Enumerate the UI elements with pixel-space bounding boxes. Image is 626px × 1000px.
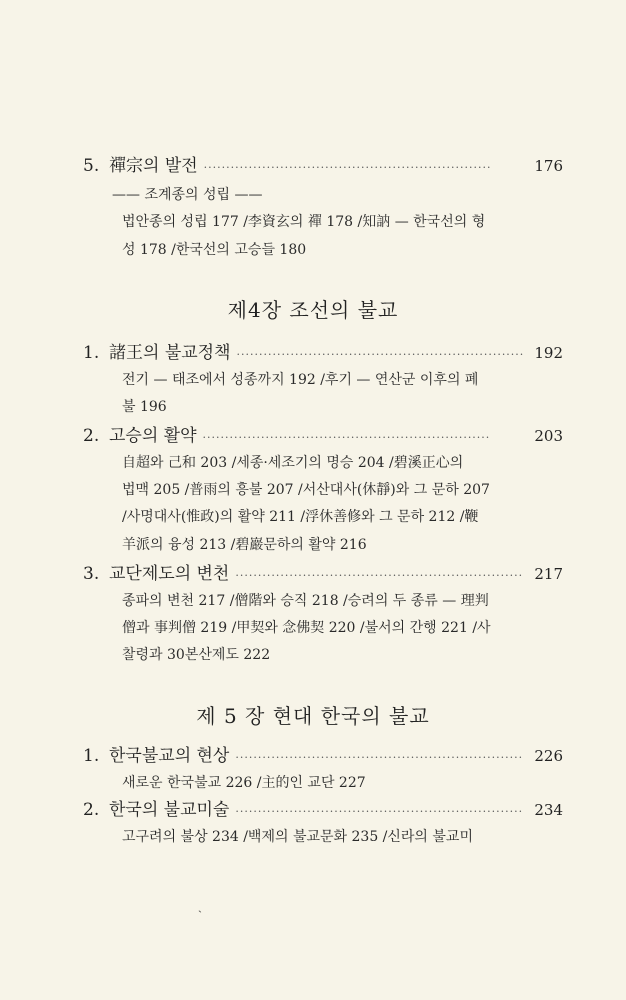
entry-detail-line: 법안종의 성립 177 /李資玄의 禪 178 /知訥 — 한국선의 형	[122, 214, 486, 230]
entry-detail-line: /사명대사(惟政)의 활약 211 /浮休善修와 그 문하 212 /鞭	[122, 509, 479, 525]
leader-dots: ································································	[202, 431, 491, 444]
toc-entry[interactable]	[83, 799, 563, 823]
toc-entry[interactable]	[83, 745, 563, 769]
entry-detail-line: 법맥 205 /普雨의 흥불 207 /서산대사(休靜)와 그 문하 207	[122, 482, 490, 498]
entry-page-number: 203	[534, 427, 563, 445]
entry-detail-line: 自超와 己和 203 /세종·세조기의 명승 204 /碧溪正心의	[122, 455, 464, 471]
entry-detail-line: 찰령과 30본산제도 222	[122, 647, 271, 663]
leader-dots: ································································	[235, 805, 524, 818]
leader-dots: ································································	[235, 569, 524, 582]
toc-entry[interactable]	[83, 563, 563, 587]
entry-number: 1.	[83, 343, 100, 363]
entry-title: 禪宗의 발전	[109, 156, 198, 176]
entry-page-number: 226	[534, 747, 563, 765]
entry-page-number: 192	[534, 344, 563, 362]
entry-title: 한국불교의 현상	[109, 746, 230, 766]
chapter-heading: 제 5 장 현대 한국의 불교	[196, 704, 430, 728]
entry-detail-line: 羊派의 융성 213 /碧巖문하의 활약 216	[122, 537, 367, 553]
stray-print-mark: ˎ	[198, 899, 202, 913]
entry-detail-line: 전기 — 태조에서 성종까지 192 /후기 — 연산군 이후의 폐	[122, 372, 479, 388]
entry-page-number: 217	[534, 565, 563, 583]
entry-number: 5.	[83, 156, 100, 176]
entry-detail-line: 종파의 변천 217 /僧階와 승직 218 /승려의 두 종류 — 理判	[122, 593, 489, 609]
leader-dots: ································································	[236, 348, 525, 361]
entry-number: 2.	[83, 800, 100, 820]
entry-detail-line: 고구려의 불상 234 /백제의 불교문화 235 /신라의 불교미	[122, 829, 473, 845]
entry-title: 교단제도의 변천	[109, 564, 230, 584]
chapter-heading: 제4장 조선의 불교	[227, 298, 399, 322]
entry-subtitle: —— 조계종의 성립 ——	[112, 187, 263, 203]
entry-detail-line: 새로운 한국불교 226 /主的인 교단 227	[122, 775, 366, 791]
entry-page-number: 176	[534, 157, 563, 175]
entry-title: 고승의 활약	[109, 426, 197, 446]
leader-dots: ································································	[235, 751, 524, 764]
entry-title: 한국의 불교미술	[109, 800, 230, 820]
toc-entry[interactable]	[83, 342, 563, 366]
leader-dots: ································································	[203, 161, 492, 174]
toc-entry-zen-development[interactable]	[83, 155, 563, 179]
entry-detail-line: 불 196	[122, 399, 167, 415]
entry-title: 諸王의 불교정책	[109, 343, 231, 363]
entry-detail-line: 성 178 /한국선의 고승들 180	[122, 242, 307, 258]
toc-entry[interactable]	[83, 425, 563, 449]
entry-number: 3.	[83, 564, 100, 584]
entry-page-number: 234	[534, 801, 563, 819]
entry-number: 1.	[83, 746, 100, 766]
entry-detail-line: 僧과 事判僧 219 /甲契와 念佛契 220 /불서의 간행 221 /사	[122, 620, 491, 636]
entry-number: 2.	[83, 426, 100, 446]
